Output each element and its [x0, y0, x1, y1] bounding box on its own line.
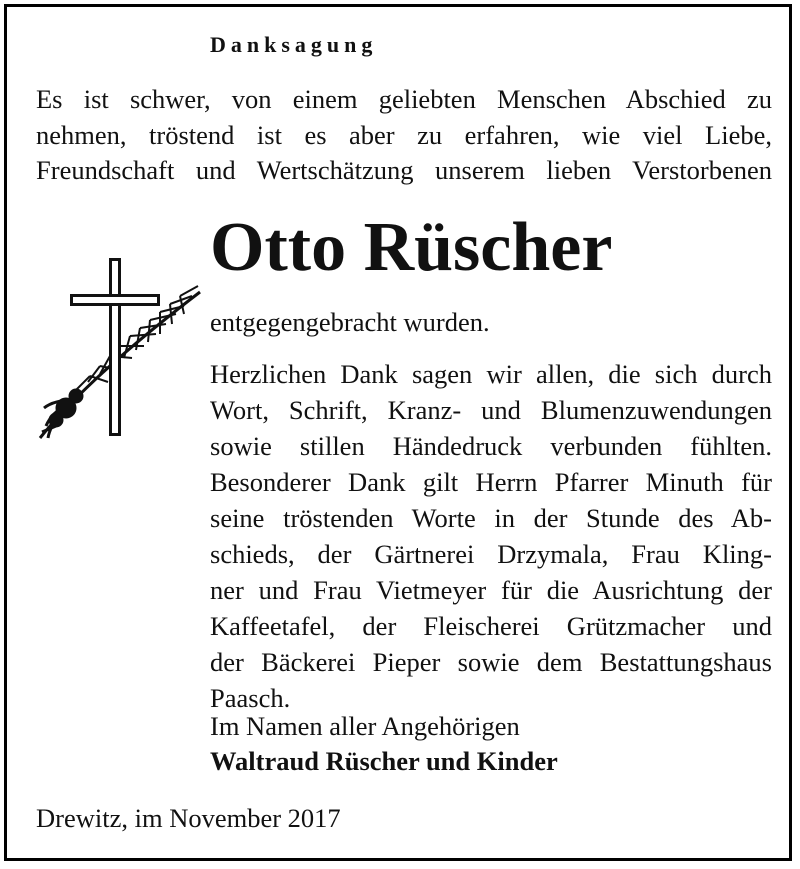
thanks-line: schieds, der Gärtnerei Drzymala, Frau Kling- [210, 539, 772, 569]
signature-intro: Im Namen aller Angehörigen [210, 711, 520, 741]
intro-paragraph [36, 82, 772, 189]
cross-icon [30, 256, 210, 446]
thanks-line: sowie stillen Händedruck verbunden fühlten. [210, 431, 772, 461]
intro-line: nehmen, tröstend ist es aber zu erfahren, wie viel Liebe, [36, 119, 772, 150]
thanks-line: Besonderer Dank gilt Herrn Pfarrer Minuth für [210, 467, 772, 497]
notice-heading: Danksagung [210, 32, 378, 57]
intro-line: Es ist schwer, von einem geliebten Menschen Abschied zu [36, 84, 772, 114]
place-date: Drewitz, im November 2017 [36, 803, 341, 833]
thanks-line: seine tröstenden Worte in der Stunde des Ab- [210, 503, 772, 533]
signature-names: Waltraud Rüscher und Kinder [210, 746, 558, 776]
thanks-line: ner und Frau Vietmeyer für die Ausrichtung der [210, 575, 772, 605]
cross-with-palm-icon [30, 256, 210, 451]
thanks-line: Paasch. [210, 683, 291, 713]
thanks-line: Kaffeetafel, der Fleischerei Grützmacher und [210, 611, 772, 641]
thanks-line: Herzlichen Dank sagen wir allen, die sich durch [210, 359, 772, 389]
intro-ending: entgegengebracht wurden. [210, 307, 490, 337]
thanks-line: der Bäckerei Pieper sowie dem Bestattungshaus [210, 647, 772, 677]
thanks-line: Wort, Schrift, Kranz- und Blumenzuwendungen [210, 395, 772, 425]
intro-line: Freundschaft und Wertschätzung unserem lieben Verstorbenen [36, 155, 772, 185]
deceased-name: Otto Rüscher [210, 209, 613, 286]
thanks-paragraph [210, 356, 772, 716]
